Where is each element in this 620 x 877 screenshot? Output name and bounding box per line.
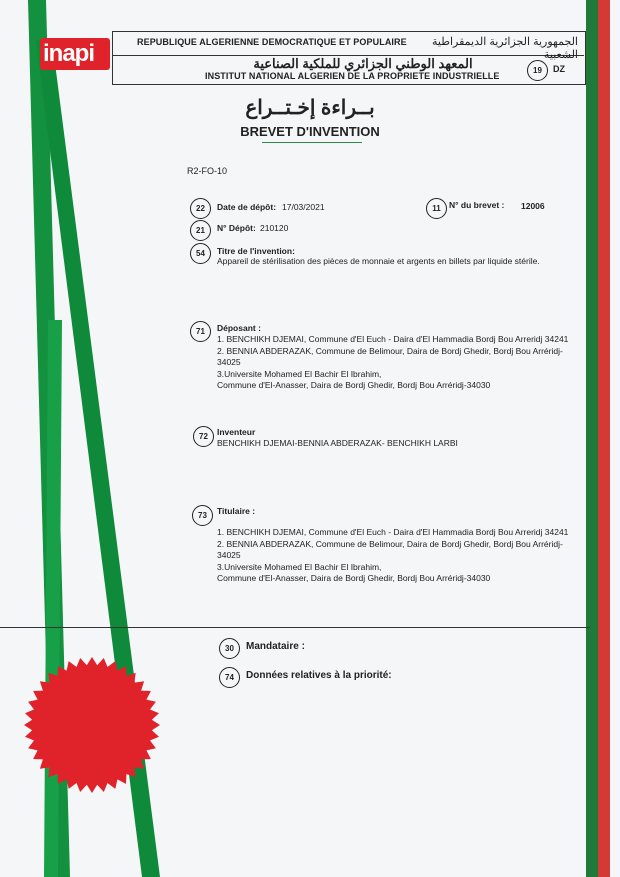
red-wax-seal-icon	[22, 655, 162, 795]
deposit-number-value: 210120	[260, 223, 289, 233]
fold-line	[0, 627, 590, 628]
code-22-badge: 22	[190, 198, 211, 219]
code-11-badge: 11	[426, 198, 447, 219]
code-54-badge: 54	[190, 243, 211, 264]
republic-fr: REPUBLIQUE ALGERIENNE DEMOCRATIQUE ET POPULAIRE	[137, 37, 407, 47]
code-21-badge: 21	[190, 220, 211, 241]
holder-line: 1. BENCHIKH DJEMAI, Commune d'El Euch - Daira d'El Hammadia Bordj Bou Arreridj 34241	[217, 527, 569, 537]
code-71-badge: 71	[190, 321, 211, 342]
invention-title-label: Titre de l'invention:	[217, 246, 295, 256]
title-french: BREVET D'INVENTION	[240, 124, 380, 139]
code-73-badge: 73	[192, 505, 213, 526]
country-code-number: 19	[527, 60, 548, 81]
form-reference: R2-FO-10	[187, 166, 228, 176]
deposit-number-label: N° Dépôt:	[217, 223, 256, 233]
depositor-line: 1. BENCHIKH DJEMAI, Commune d'El Euch - Daira d'El Hammadia Bordj Bou Arreridj 34241	[217, 334, 569, 344]
red-border-stripe	[598, 0, 610, 877]
republic-ar: الجمهورية الجزائرية الديمقراطية الشعبية	[432, 36, 578, 61]
holder-line: 34025	[217, 550, 241, 560]
holder-line: Commune d'El-Anasser, Daira de Bordj Ghedir, Bordj Bou Arréridj-34030	[217, 573, 491, 583]
depositor-line: 34025	[217, 357, 241, 367]
inventor-label: Inventeur	[217, 427, 256, 437]
code-74-badge: 74	[219, 667, 240, 688]
depositor-label: Déposant :	[217, 323, 261, 333]
inapi-logo	[40, 38, 110, 70]
priority-label: Données relatives à la priorité:	[246, 670, 392, 681]
code-30-badge: 30	[219, 638, 240, 659]
depositor-line: 2. BENNIA ABDERAZAK, Commune de Belimour, Daira de Bordj Ghedir, Bordj Bou Arréridj-	[217, 345, 563, 356]
holder-line: 2. BENNIA ABDERAZAK, Commune de Belimour, Daira de Bordj Ghedir, Bordj Bou Arréridj-	[217, 538, 563, 549]
deposit-date-value: 17/03/2021	[282, 202, 325, 212]
holder-lines	[217, 527, 568, 585]
inventor-value: BENCHIKH DJEMAI-BENNIA ABDERAZAK- BENCHIKH LARBI	[217, 438, 458, 448]
holder-label: Titulaire :	[217, 506, 256, 516]
country-code: DZ	[553, 64, 565, 74]
depositor-lines	[217, 334, 568, 392]
code-72-badge: 72	[193, 426, 214, 447]
logo-text: inapi	[43, 40, 95, 67]
institute-ar: المعهد الوطني الجزائري للملكية الصناعية	[253, 56, 473, 71]
deposit-date-label: Date de dépôt:	[217, 202, 277, 212]
patent-number-value: 12006	[521, 201, 545, 211]
title-arabic: بــراءة إخـتــراع	[245, 97, 375, 119]
depositor-line: 3.Universite Mohamed El Bachir El Ibrahim,	[217, 368, 382, 379]
invention-title-value: Appareil de stérilisation des pièces de monnaie et argents en billets par liquide stérile.	[217, 256, 540, 266]
institute-fr: INSTITUT NATIONAL ALGERIEN DE LA PROPRIETE INDUSTRIELLE	[205, 71, 500, 81]
title-underline	[262, 142, 362, 143]
agent-label: Mandataire :	[246, 641, 305, 652]
green-border-stripe	[586, 0, 598, 877]
depositor-line: Commune d'El-Anasser, Daira de Bordj Ghedir, Bordj Bou Arréridj-34030	[217, 380, 491, 390]
holder-line: 3.Universite Mohamed El Bachir El Ibrahim,	[217, 561, 382, 572]
patent-number-label: N° du brevet :	[449, 200, 505, 210]
